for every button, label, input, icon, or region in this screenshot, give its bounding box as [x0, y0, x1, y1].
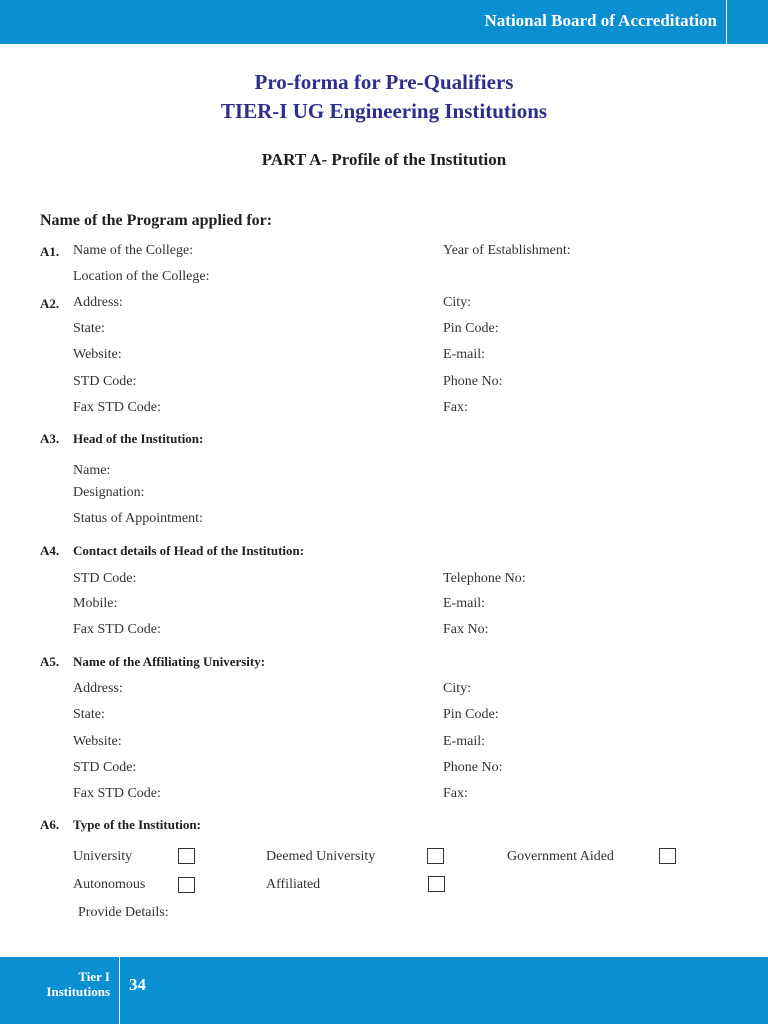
a2-fax-label: Fax: [443, 400, 468, 415]
a6-details-label: Provide Details: [78, 905, 169, 920]
a1-college-name-label: Name of the College: [73, 243, 194, 258]
a4-title: Contact details of Head of the Institution: [73, 543, 305, 558]
a5-state-label: State: [73, 707, 105, 722]
a6-autonomous-label: Autonomous [73, 877, 146, 892]
a4-email-label: E-mail: [443, 596, 485, 611]
a6-autonomous-checkbox[interactable] [178, 877, 195, 893]
a3-status-label: Status of Appointment: [73, 511, 203, 526]
a4-telephone-label: Telephone No: [443, 571, 526, 586]
a2-number: A2. [40, 296, 60, 311]
page-title-line1: Pro-forma for Pre-Qualifiers [254, 70, 514, 94]
a4-std-label: STD Code: [73, 571, 137, 586]
a6-deemed-checkbox[interactable] [427, 848, 444, 864]
a5-email-label: E-mail: [443, 734, 485, 749]
header-title: National Board of Accreditation [484, 11, 717, 30]
a6-affiliated-checkbox[interactable] [428, 876, 445, 892]
a6-university-label: University [73, 849, 133, 864]
part-title: PART A- Profile of the Institution [261, 150, 507, 169]
a4-mobile-label: Mobile: [73, 596, 118, 611]
a3-title: Head of the Institution: [73, 431, 204, 446]
a6-deemed-label: Deemed University [266, 849, 376, 864]
page-number: 34 [129, 975, 146, 994]
a5-website-label: Website: [73, 734, 122, 749]
footer-tier-line2: Institutions [46, 984, 110, 999]
a2-email-label: E-mail: [443, 347, 485, 362]
a4-fax-std-label: Fax STD Code: [73, 622, 161, 637]
a5-std-label: STD Code: [73, 760, 137, 775]
a6-title: Type of the Institution: [73, 817, 201, 832]
a3-designation-label: Designation: [73, 485, 145, 500]
a1-location-label: Location of the College: [73, 269, 210, 284]
a5-fax-std-label: Fax STD Code: [73, 786, 161, 801]
header-bar [0, 0, 768, 44]
footer-tier [10, 969, 110, 999]
a2-fax-std-label: Fax STD Code: [73, 400, 161, 415]
footer-divider [119, 957, 120, 1024]
a6-affiliated-label: Affiliated [266, 877, 321, 892]
footer-bar [0, 957, 768, 1024]
header-divider [726, 0, 727, 44]
a6-number: A6. [40, 817, 60, 832]
a2-pin-label: Pin Code: [443, 321, 499, 336]
a6-govt-aided-label: Government Aided [507, 849, 614, 864]
a4-number: A4. [40, 543, 60, 558]
a3-number: A3. [40, 431, 60, 446]
a1-year-label: Year of Establishment: [443, 243, 571, 258]
a5-city-label: City: [443, 681, 472, 696]
a1-number: A1. [40, 244, 60, 259]
a5-fax-label: Fax: [443, 786, 468, 801]
a2-std-label: STD Code: [73, 374, 137, 389]
a6-university-checkbox[interactable] [178, 848, 195, 864]
program-applied-label: Name of the Program applied for: [40, 212, 273, 229]
a2-phone-label: Phone No: [443, 374, 503, 389]
a2-state-label: State: [73, 321, 105, 336]
a5-number: A5. [40, 654, 60, 669]
a3-name-label: Name: [73, 463, 111, 478]
a2-address-label: Address: [73, 295, 123, 310]
a2-website-label: Website: [73, 347, 122, 362]
a4-fax-label: Fax No: [443, 622, 489, 637]
footer-tier-line1: Tier I [78, 969, 110, 984]
a5-title: Name of the Affiliating University: [73, 654, 266, 669]
page-title-line2: TIER-I UG Engineering Institutions [220, 99, 548, 123]
a5-pin-label: Pin Code: [443, 707, 499, 722]
a5-phone-label: Phone No: [443, 760, 503, 775]
a6-govt-aided-checkbox[interactable] [659, 848, 676, 864]
a5-address-label: Address: [73, 681, 123, 696]
a2-city-label: City: [443, 295, 472, 310]
